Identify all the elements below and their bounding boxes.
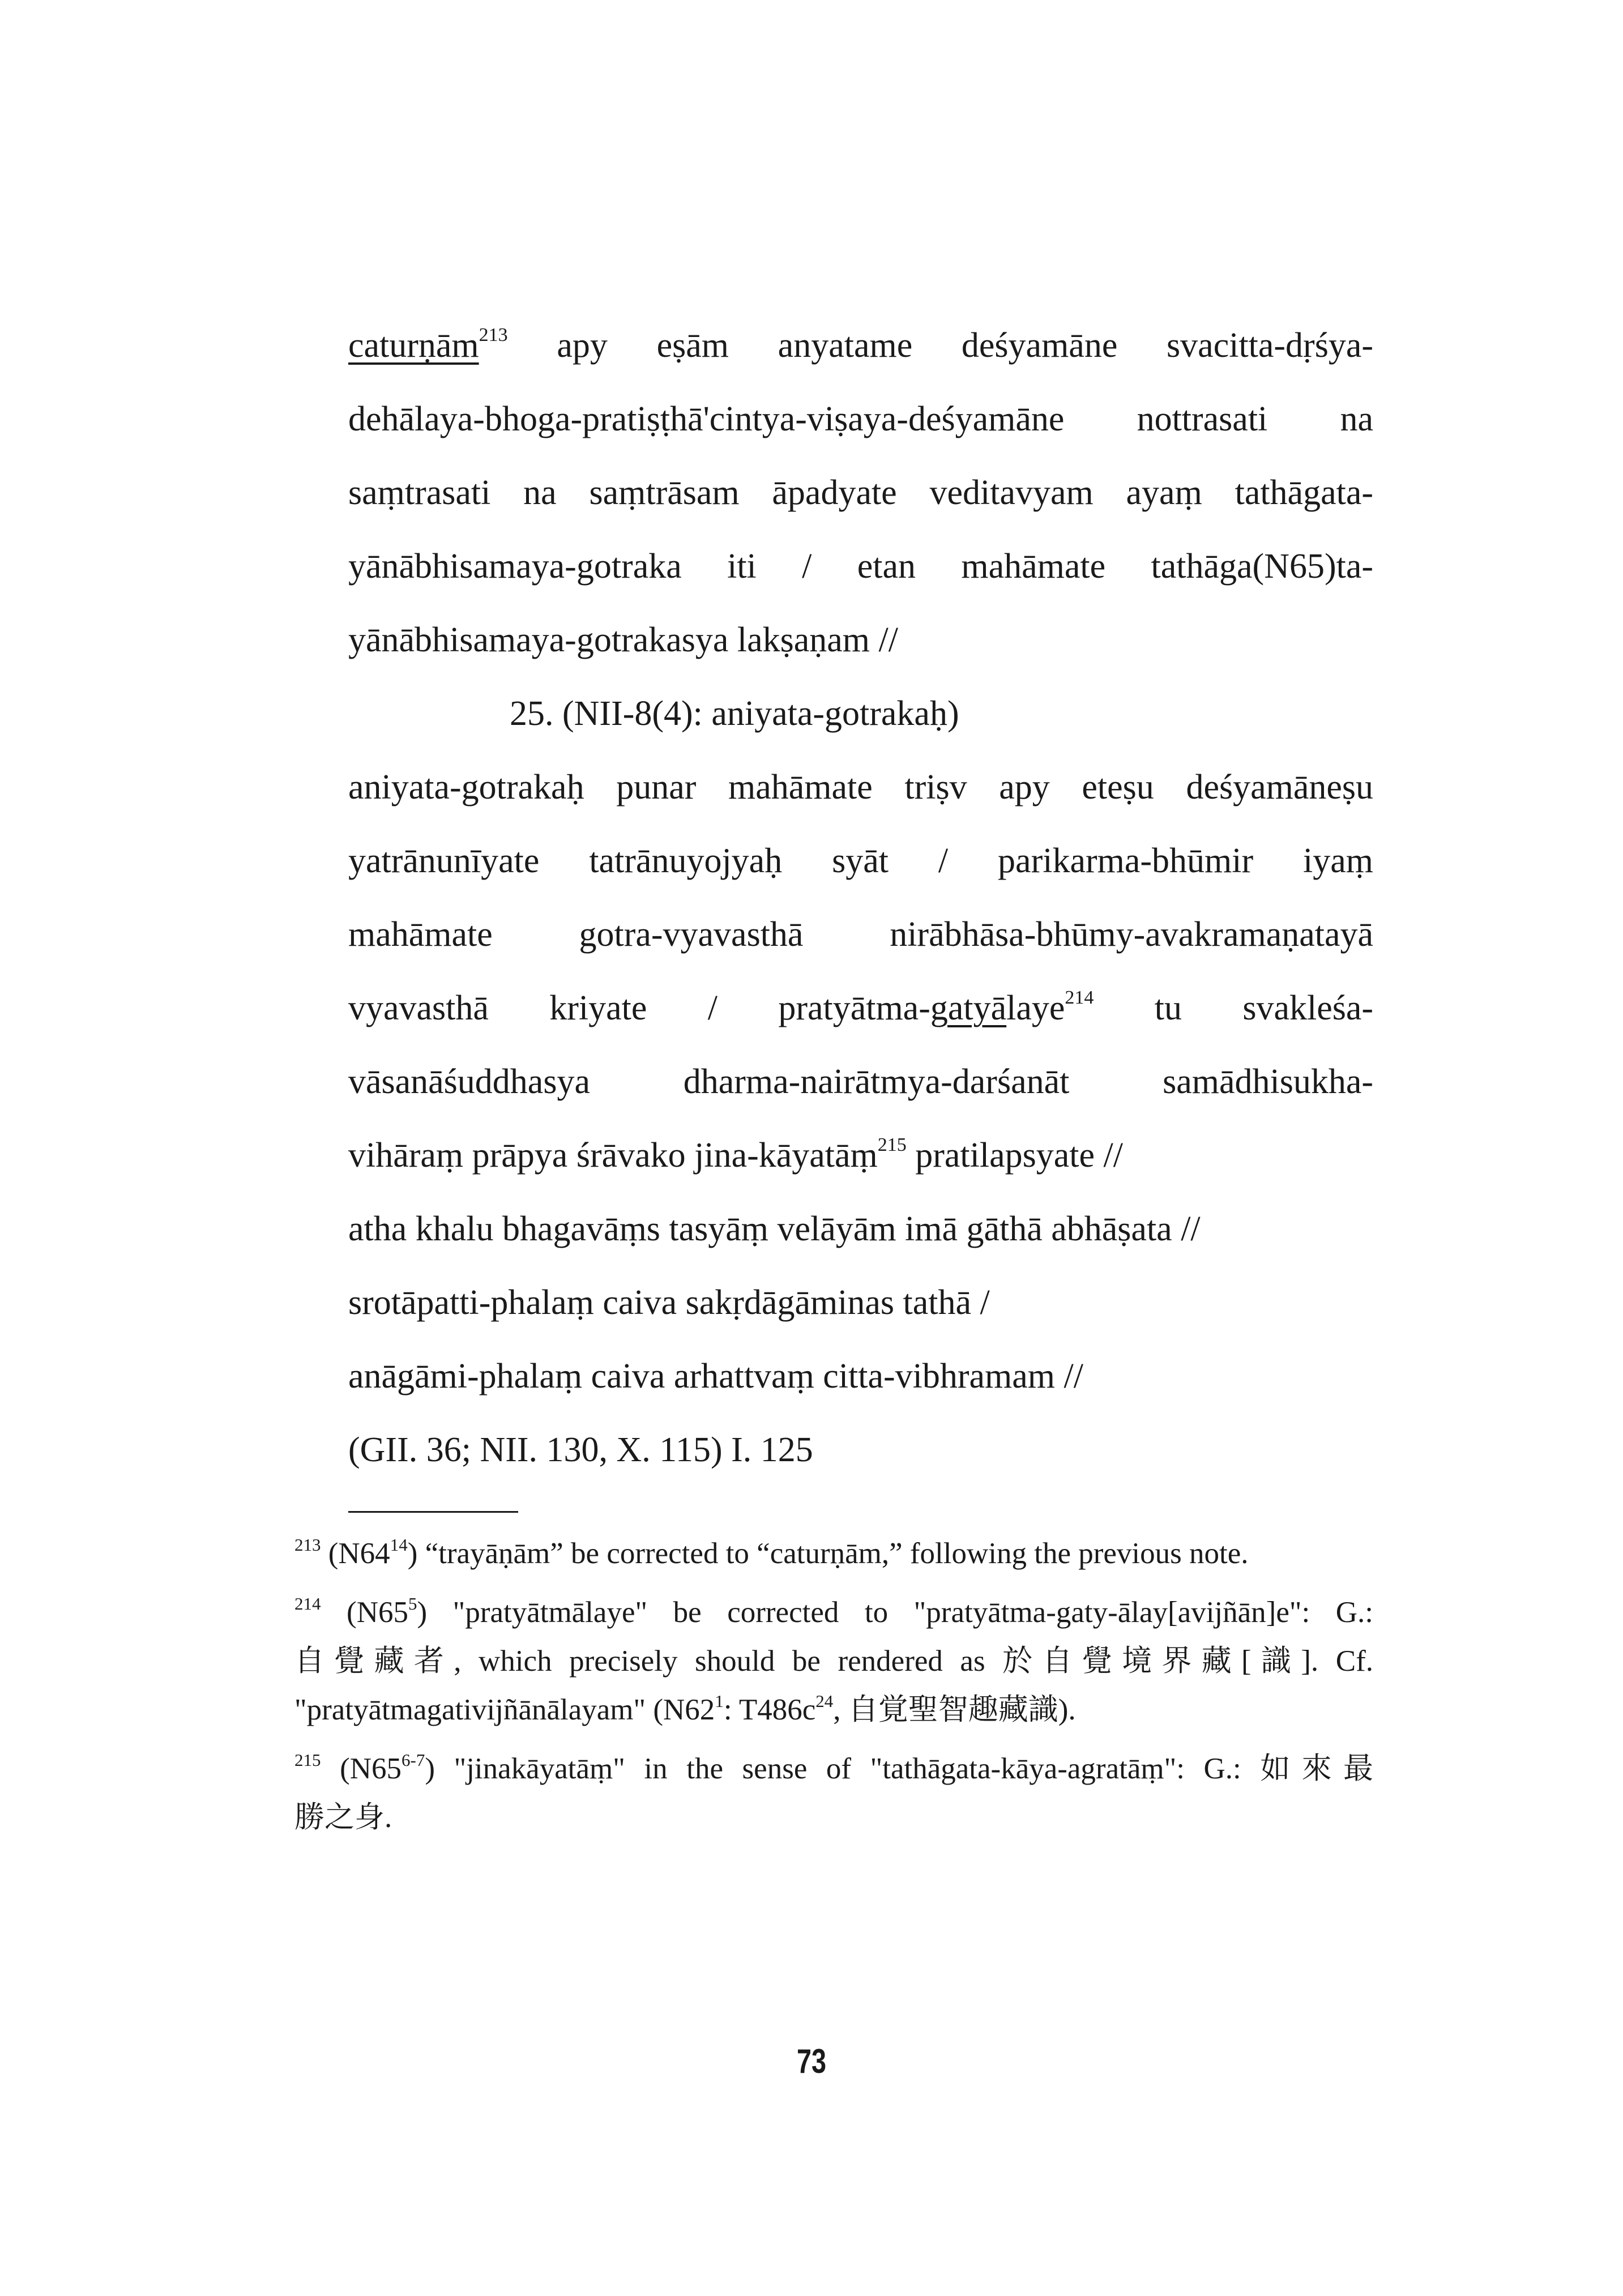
text-line: yatrānunīyate tatrānuyojyaḥ syāt / parikarma-bhūmir iyaṃ bbox=[348, 842, 1373, 880]
footnote-ref[interactable]: 214 bbox=[1065, 987, 1094, 1008]
footnote-line bbox=[294, 1744, 1373, 1793]
footnote-line: 自覺藏者, which precisely should be rendered as 於自覺境界藏[識]. Cf. bbox=[294, 1645, 1373, 1678]
footnotes bbox=[294, 1529, 1373, 1852]
verse-reference: (GII. 36; NII. 130, X. 115) I. 125 bbox=[348, 1431, 813, 1469]
superscript: 6-7 bbox=[402, 1750, 425, 1770]
footnote-separator bbox=[348, 1511, 518, 1513]
text-line: vāsanāśuddhasya dharma-nairātmya-darśanāt samādhisukha- bbox=[348, 1062, 1373, 1101]
text-span: , 自覚聖智趣藏識). bbox=[833, 1693, 1076, 1726]
text-span: gatyā bbox=[930, 989, 1007, 1027]
text-span: vihāraṃ prāpya śrāvako jina-kāyatāṃ bbox=[348, 1136, 878, 1175]
footnote-213 bbox=[294, 1529, 1373, 1578]
text-line: mahāmate gotra-vyavasthā nirābhāsa-bhūmy-avakramaṇatayā bbox=[348, 915, 1373, 954]
footnote-number: 215 bbox=[294, 1750, 321, 1770]
text-span: ) "pratyātmālaye" be corrected to "pratyātma-gaty-ālay[avijñān]e": G.: bbox=[417, 1596, 1373, 1629]
footnote-ref[interactable]: 213 bbox=[479, 325, 508, 345]
verse-intro: atha khalu bhagavāṃs tasyāṃ velāyām imā gāthā abhāṣata // bbox=[348, 1210, 1201, 1248]
superscript: 1 bbox=[715, 1691, 724, 1711]
footnote-number: 214 bbox=[294, 1594, 321, 1614]
text-line bbox=[348, 971, 1373, 1045]
text-line: yānābhisamaya-gotraka iti / etan mahāmate tathāga(N65)ta- bbox=[348, 547, 1373, 586]
text-span: laye bbox=[1006, 989, 1065, 1027]
text-line: yānābhisamaya-gotrakasya lakṣaṇam // bbox=[348, 621, 898, 659]
page-number: 73 bbox=[796, 2042, 827, 2080]
verse-line: anāgāmi-phalaṃ caiva arhattvaṃ citta-vibhramam // bbox=[348, 1357, 1083, 1395]
text-span: (N65 bbox=[321, 1752, 402, 1785]
text-span: caturṇām bbox=[348, 326, 479, 365]
footnote-214 bbox=[294, 1588, 1373, 1734]
text-span: "pratyātmagativijñānālayam" (N62 bbox=[294, 1693, 715, 1726]
footnote-number: 213 bbox=[294, 1535, 321, 1555]
text-line: aniyata-gotrakaḥ punar mahāmate triṣv apy eteṣu deśyamāneṣu bbox=[348, 768, 1373, 806]
superscript: 14 bbox=[390, 1535, 408, 1555]
footnote-215 bbox=[294, 1744, 1373, 1842]
text-span: : T486c bbox=[723, 1693, 816, 1726]
text-span: tu svakleśa- bbox=[1094, 989, 1373, 1027]
text-span: pratilapsyate // bbox=[906, 1136, 1123, 1175]
text-span: (N65 bbox=[321, 1596, 408, 1629]
main-text bbox=[348, 309, 1373, 1487]
text-span: (N64 bbox=[321, 1537, 390, 1570]
text-span: apy eṣām anyatame deśyamāne svacitta-dṛśya- bbox=[507, 326, 1373, 365]
superscript: 24 bbox=[815, 1691, 834, 1711]
text-line: dehālaya-bhoga-pratiṣṭhā'cintya-viṣaya-deśyamāne nottrasati na bbox=[348, 400, 1373, 438]
section-heading: 25. (NII-8(4): aniyata-gotrakaḥ) bbox=[510, 694, 959, 733]
text-span: ) “trayāṇām” be corrected to “caturṇām,” following the previous note. bbox=[407, 1537, 1249, 1570]
footnote-line bbox=[294, 1529, 1373, 1578]
verse-line: srotāpatti-phalaṃ caiva sakṛdāgāminas tathā / bbox=[348, 1283, 990, 1322]
footnote-line bbox=[294, 1685, 1373, 1734]
text-span: ) "jinakāyatāṃ" in the sense of "tathāgata-kāya-agratāṃ": G.: 如來最 bbox=[425, 1752, 1373, 1785]
text-line: saṃtrasati na saṃtrāsam āpadyate veditavyam ayaṃ tathāgata- bbox=[348, 473, 1373, 512]
text-line bbox=[348, 309, 1373, 382]
text-line bbox=[348, 1119, 1373, 1192]
text-span: vyavasthā kriyate / pratyātma- bbox=[348, 989, 930, 1027]
footnote-ref[interactable]: 215 bbox=[877, 1134, 907, 1155]
footnote-line bbox=[294, 1588, 1373, 1637]
superscript: 5 bbox=[408, 1594, 417, 1614]
footnote-line: 勝之身. bbox=[294, 1801, 392, 1834]
